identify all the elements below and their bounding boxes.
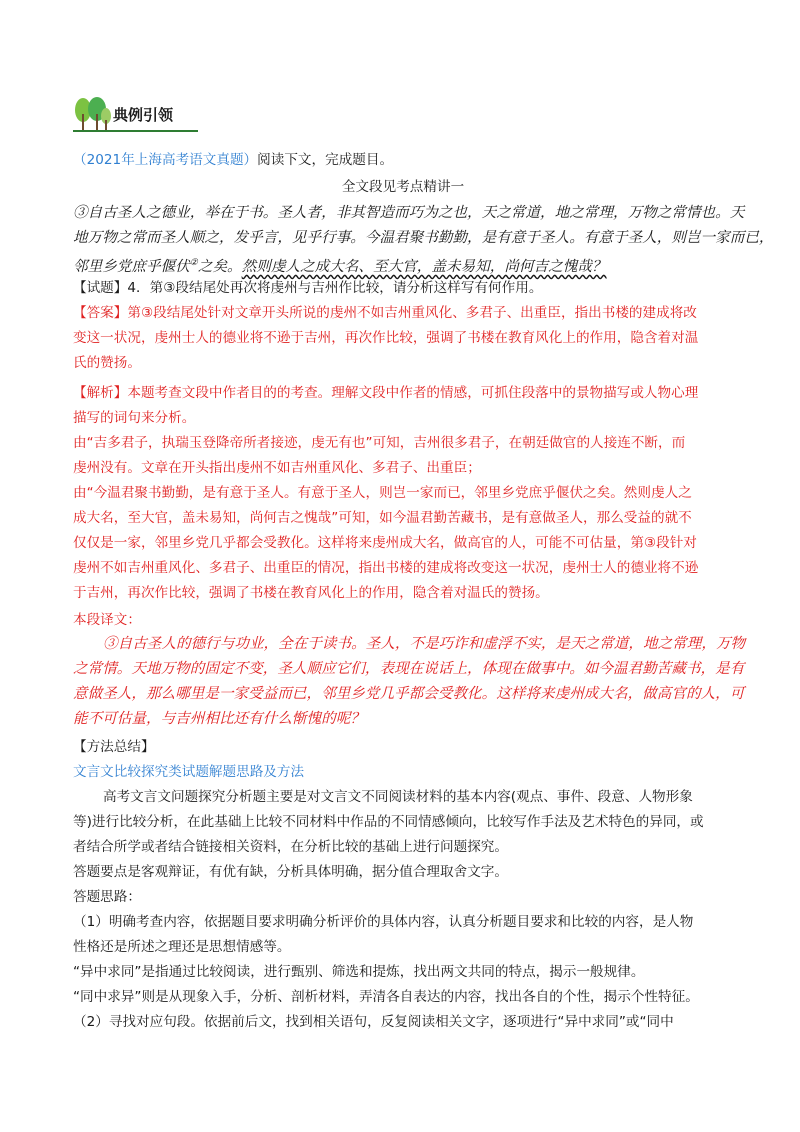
- question-intro: [73, 150, 733, 170]
- section-title: 典例引领: [113, 106, 174, 124]
- step-line: （2）寻找对应句段。依据前后文，找到相关语句，反复阅读相关文字，逐项进行“异中求同”或“同中: [73, 1014, 674, 1030]
- section-header: [73, 96, 198, 136]
- analysis-line: 【解析】本题考查文段中作者目的的考查。理解文段中作者的情感，可抓住段落中的景物描写或人物心理: [73, 385, 699, 401]
- analysis-line: 于吉州，再次作比较，强调了书楼在教育风化上的作用，隐含着对温氏的赞扬。: [73, 585, 549, 601]
- method-key-points: 答题要点是客观辩证，有优有缺，分析具体明确，据分值合理取舍文字。: [73, 864, 508, 880]
- step-line: “异中求同”是指通过比较阅读，进行甄别、筛选和提炼，找出两文共同的特点，揭示一般规律。: [73, 964, 645, 980]
- method-paragraph-line: 者结合所学或者结合链接相关资料，在分析比较的基础上进行问题探究。: [73, 839, 508, 855]
- step-line: （1）明确考查内容，依据题目要求明确分析评价的具体内容，认真分析题目要求和比较的内容，是人物: [73, 914, 694, 930]
- answer-line: 变这一状况，虔州士人的德业将不逊于吉州，再次作比较，强调了书楼在教育风化上的作用，隐含着对温: [73, 330, 699, 346]
- passage-reference-note: 全文段见考点精讲一: [341, 179, 465, 195]
- analysis-line: 仅仅是一家，邻里乡党几乎都会受教化。这样将来虔州成大名，做高官的人，可能不可估量，第③段针对: [73, 535, 697, 551]
- method-paragraph-line: 等)进行比较分析，在此基础上比较不同材料中作品的不同情感倾向，比较写作手法及艺术特色的异同，或: [73, 814, 704, 830]
- translation-line: ③自古圣人的德行与功业，全在于读书。圣人，不是巧诈和虚浮不实，是天之常道，地之常理，万物: [103, 635, 746, 652]
- question-source: （2021年上海高考语文真题）: [73, 152, 258, 168]
- underlined-sentence: 然则虔人之成大名、至大官，盖未易知，尚何吉之愧哉？: [241, 257, 607, 275]
- passage-text: 之矣。: [197, 257, 242, 275]
- method-subtitle: 文言文比较探究类试题解题思路及方法: [73, 764, 305, 780]
- answer-line: 【答案】第③段结尾处针对文章开头所说的虔州不如吉州重风化、多君子、出重臣，指出书楼的建成将改: [73, 305, 697, 321]
- passage-text: 邻里乡党庶乎偃伏: [73, 257, 190, 275]
- answer-line: 氏的赞扬。: [73, 355, 141, 371]
- passage-line: [73, 253, 733, 277]
- analysis-line: 由“吉多君子，执瑞玉登降帝所者接迹，虔无有也”可知，吉州很多君子，在朝廷做官的人接连不断，而: [73, 435, 686, 451]
- passage-line: ③自古圣人之德业，举在于书。圣人者，非其智造而巧为之也，天之常道，地之常理，万物之常情也。天: [73, 204, 745, 221]
- question-text: 【试题】4．第③段结尾处再次将虔州与吉州作比较，请分析这样写有何作用。: [73, 280, 543, 296]
- header-underline: [73, 130, 198, 132]
- method-approach-heading: 答题思路：: [73, 889, 141, 905]
- question-instruction: 阅读下文，完成题目。: [257, 152, 394, 168]
- footnote-marker: ②: [189, 258, 198, 268]
- analysis-line: 虔州不如吉州重风化、多君子、出重臣的情况，指出书楼的建成将改变这一状况，虔州士人的德业将不逊: [73, 560, 699, 576]
- analysis-line: 成大名，至大官，盖未易知，尚何吉之愧哉”可知，如今温君勤苦藏书，是有意做圣人，那么受益的就不: [73, 510, 692, 526]
- step-line: 性格还是所述之理还是思想情感等。: [73, 939, 291, 955]
- tree-icon: [73, 96, 111, 132]
- translation-line: 之常情。天地万物的固定不变，圣人顺应它们，表现在说话上，体现在做事中。如今温君勤苦藏书，是有: [73, 660, 745, 677]
- translation-heading: 本段译文：: [73, 612, 141, 628]
- step-line: “同中求异”则是从现象入手，分析、剖析材料，弄清各自表达的内容，找出各自的个性，揭示个性特征。: [73, 989, 699, 1005]
- analysis-line: 由“今温君聚书勤勤，是有意于圣人。有意于圣人，则岂一家而已，邻里乡党庶乎偃伏之矣。然则虔人之: [73, 485, 692, 501]
- analysis-line: 虔州没有。文章在开头指出虔州不如吉州重风化、多君子、出重臣；: [73, 460, 481, 476]
- method-heading: 【方法总结】: [73, 739, 155, 755]
- method-paragraph-line: 高考文言文问题探究分析题主要是对文言文不同阅读材料的基本内容(观点、事件、段意、人物形象: [103, 789, 693, 805]
- translation-line: 能不可估量，与吉州相比还有什么惭愧的呢？: [73, 710, 365, 727]
- translation-line: 意做圣人，那么哪里是一家受益而已，邻里乡党几乎都会受教化。这样将来虔州成大名，做高官的人，可: [73, 685, 745, 702]
- analysis-line: 描写的词句来分析。: [73, 410, 196, 426]
- passage-line: 地万物之常而圣人顺之，发乎言，见乎行事。今温君聚书勤勤，是有意于圣人。有意于圣人，则岂一家而已，: [73, 229, 774, 246]
